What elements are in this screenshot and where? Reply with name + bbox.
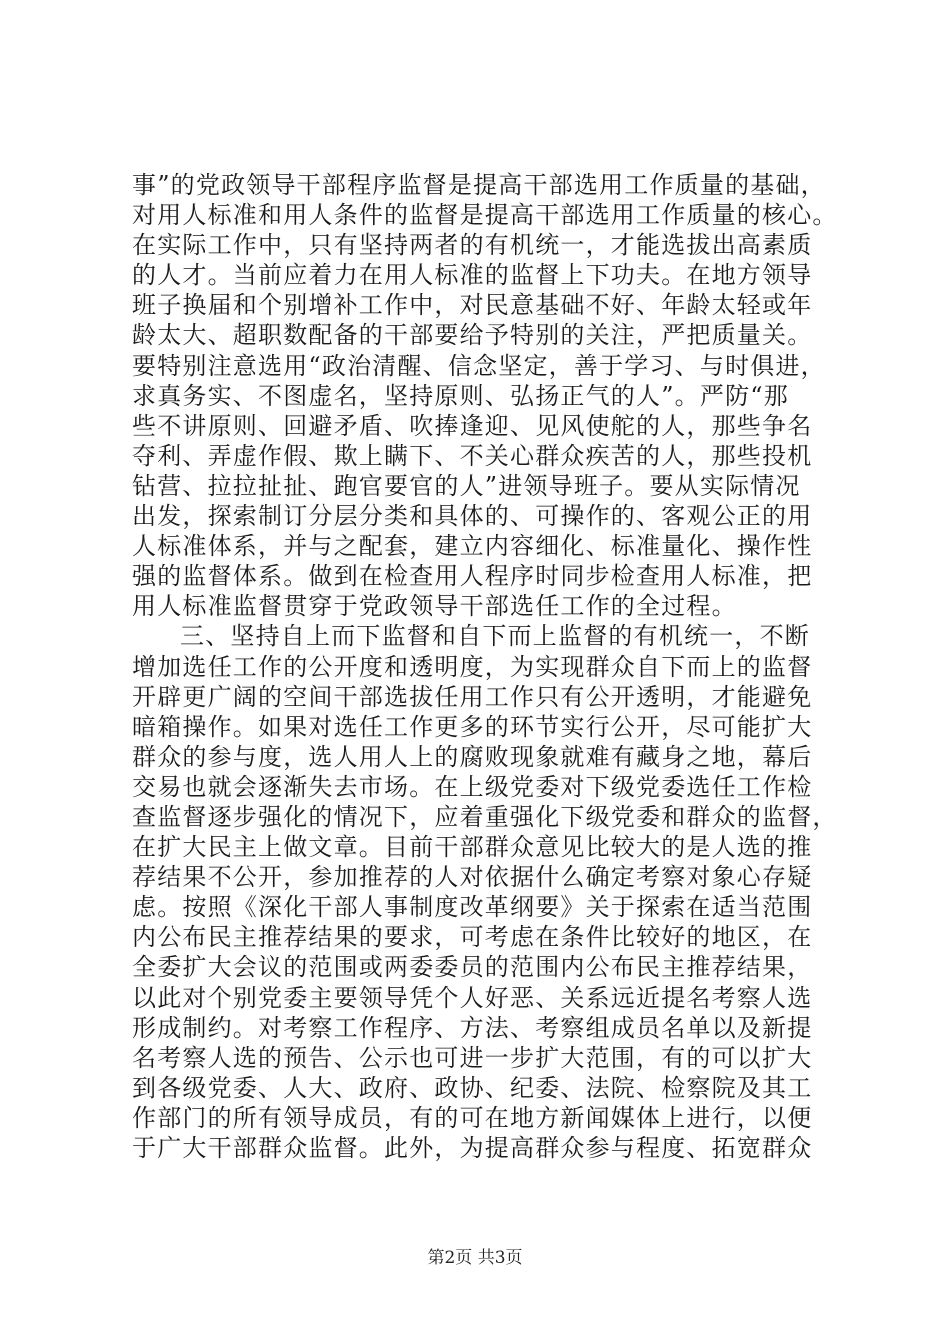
text-line: 事”的党政领导干部程序监督是提高干部选用工作质量的基础，: [132, 171, 826, 199]
text-line: 到各级党委、人大、政府、政协、纪委、法院、检察院及其工: [132, 1073, 813, 1102]
text-line: 全委扩大会议的范围或两委委员的范围内公布民主推荐结果，: [132, 953, 813, 982]
text-line: 人标准体系，并与之配套，建立内容细化、标准量化、操作性: [132, 532, 813, 561]
text-line: 在实际工作中，只有坚持两者的有机统一，才能选拔出高素质: [132, 231, 813, 260]
text-line: 查监督逐步强化的情况下，应着重强化下级党委和群众的监督，: [132, 802, 838, 831]
text-line: 对用人标准和用人条件的监督是提高干部选用工作质量的核心。: [132, 201, 838, 230]
text-line: 于广大干部群众监督。此外，为提高群众参与程度、拓宽群众: [132, 1134, 813, 1162]
text-line: 在扩大民主上做文章。目前干部群众意见比较大的是人选的推: [132, 833, 813, 862]
text-line: 强的监督体系。做到在检查用人程序时同步检查用人标准，把: [132, 562, 813, 591]
text-line: 用人标准监督贯穿于党政领导干部选任工作的全过程。: [132, 592, 737, 621]
text-line: 龄太大、超职数配备的干部要给予特别的关注，严把质量关。: [132, 321, 813, 350]
page-number-footer: 第2页 共3页: [427, 1248, 523, 1268]
text-line: 增加选任工作的公开度和透明度，为实现群众自下而上的监督: [132, 652, 813, 681]
text-line: 虑。按照《深化干部人事制度改革纲要》关于探索在适当范围: [132, 893, 813, 922]
text-line: 些不讲原则、回避矛盾、吹捧逢迎、见风使舵的人，那些争名: [132, 411, 813, 440]
text-line: 形成制约。对考察工作程序、方法、考察组成员名单以及新提: [132, 1013, 813, 1042]
paragraph-start-line: 三、坚持自上而下监督和自下而上监督的有机统一，不断: [180, 622, 810, 651]
text-line: 暗箱操作。如果对选任工作更多的环节实行公开，尽可能扩大: [132, 712, 813, 741]
text-line: 以此对个别党委主要领导凭个人好恶、关系远近提名考察人选: [132, 983, 813, 1012]
text-line: 要特别注意选用“政治清醒、信念坚定，善于学习、与时俱进，: [132, 351, 826, 380]
text-line: 的人才。当前应着力在用人标准的监督上下功夫。在地方领导: [132, 261, 813, 290]
text-line: 名考察人选的预告、公示也可进一步扩大范围，有的可以扩大: [132, 1043, 813, 1072]
text-line: 班子换届和个别增补工作中，对民意基础不好、年龄太轻或年: [132, 291, 813, 320]
text-line: 出发，探索制订分层分类和具体的、可操作的、客观公正的用: [132, 502, 813, 531]
document-body: [132, 170, 838, 1163]
text-line: 荐结果不公开，参加推荐的人对依据什么确定考察对象心存疑: [132, 863, 813, 892]
text-line: 求真务实、不图虚名，坚持原则、弘扬正气的人”。严防“那: [132, 381, 789, 410]
text-line: 钻营、拉拉扯扯、跑官要官的人”进领导班子。要从实际情况: [132, 471, 801, 500]
text-line: 群众的参与度，选人用人上的腐败现象就难有藏身之地，幕后: [132, 742, 813, 771]
text-line: 内公布民主推荐结果的要求，可考虑在条件比较好的地区，在: [132, 923, 813, 952]
text-line: 开辟更广阔的空间干部选拔任用工作只有公开透明，才能避免: [132, 682, 813, 711]
text-line: 作部门的所有领导成员，有的可在地方新闻媒体上进行，以便: [132, 1103, 813, 1132]
text-line: 交易也就会逐渐失去市场。在上级党委对下级党委选任工作检: [132, 772, 813, 801]
text-line: 夺利、弄虚作假、欺上瞒下、不关心群众疾苦的人，那些投机: [132, 441, 813, 470]
